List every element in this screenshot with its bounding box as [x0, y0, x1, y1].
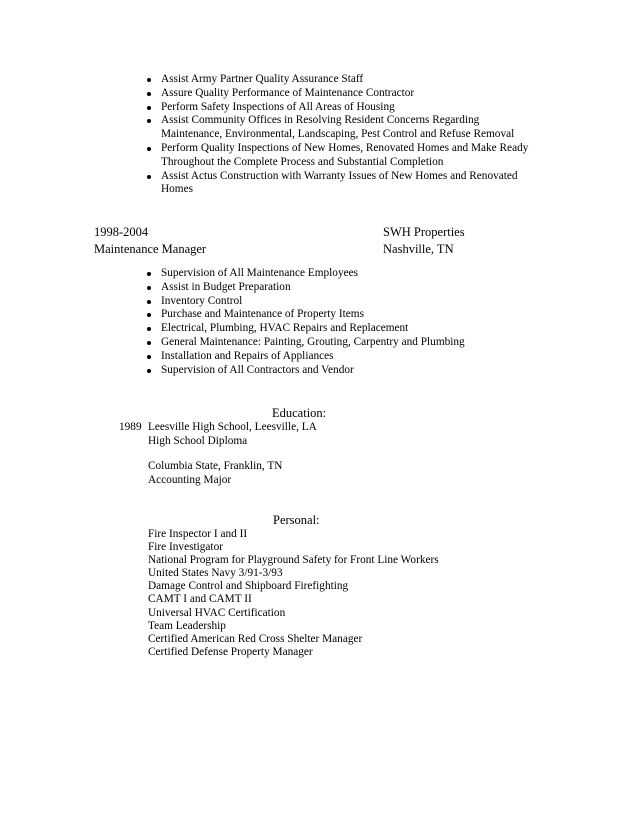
list-item: Inventory Control [147, 295, 465, 309]
list-item: National Program for Playground Safety for Front Line Workers [148, 554, 439, 567]
bullet-icon [147, 92, 151, 96]
education-degree-2: Accounting Major [148, 474, 232, 486]
education-school-1: Leesville High School, Leesville, LA [148, 421, 317, 433]
list-item: Electrical, Plumbing, HVAC Repairs and Replacement [147, 322, 465, 336]
list-item: Fire Investigator [148, 541, 223, 554]
bullet-icon [147, 369, 151, 373]
education-school-2: Columbia State, Franklin, TN [148, 460, 283, 472]
bullet-icon [147, 355, 151, 359]
list-item: Assist Community Offices in Resolving Resident Concerns Regarding Maintenance, Environmental, Landscaping, Pest Control and Refuse Removal [147, 114, 541, 142]
bullet-icon [147, 327, 151, 331]
list-item: United States Navy 3/91-3/93 [148, 567, 283, 580]
list-item: Universal HVAC Certification [148, 606, 286, 619]
list-item: Perform Safety Inspections of All Areas of Housing [147, 101, 541, 115]
bullet-icon [147, 119, 151, 123]
list-item: Assist in Budget Preparation [147, 281, 465, 295]
list-item: CAMT I and CAMT II [148, 593, 252, 606]
education-heading: Education: [272, 406, 327, 420]
previous-duties-list [147, 73, 541, 197]
job-location: Nashville, TN [383, 242, 454, 256]
personal-heading: Personal: [273, 513, 320, 527]
bullet-icon [147, 313, 151, 317]
bullet-icon [147, 341, 151, 345]
list-item: Installation and Repairs of Appliances [147, 350, 465, 364]
list-item: Perform Quality Inspections of New Homes, Renovated Homes and Make Ready Throughout the Complete Process and Substantial Completion [147, 142, 541, 170]
list-item: Fire Inspector I and II [148, 528, 248, 540]
bullet-icon [147, 286, 151, 290]
bullet-icon [147, 300, 151, 304]
manager-duties-list [147, 267, 465, 377]
bullet-icon [147, 106, 151, 110]
list-item: General Maintenance: Painting, Grouting, Carpentry and Plumbing [147, 336, 465, 350]
list-item: Team Leadership [148, 619, 226, 632]
list-item: Assure Quality Performance of Maintenance Contractor [147, 87, 541, 101]
bullet-icon [147, 272, 151, 276]
list-item: Assist Army Partner Quality Assurance Staff [147, 73, 541, 87]
job-title: Maintenance Manager [94, 242, 207, 256]
list-item: Certified Defense Property Manager [148, 645, 313, 658]
personal-list [148, 528, 439, 659]
bullet-icon [147, 78, 151, 82]
job-company: SWH Properties [383, 225, 465, 239]
list-item: Certified American Red Cross Shelter Manager [148, 632, 363, 645]
bullet-icon [147, 175, 151, 179]
list-item: Supervision of All Maintenance Employees [147, 267, 465, 281]
list-item: Supervision of All Contractors and Vendor [147, 364, 465, 378]
list-item: Assist Actus Construction with Warranty Issues of New Homes and Renovated Homes [147, 170, 541, 198]
education-year: 1989 [119, 421, 142, 433]
list-item: Damage Control and Shipboard Firefighting [148, 580, 349, 593]
bullet-icon [147, 147, 151, 151]
list-item: Purchase and Maintenance of Property Items [147, 308, 465, 322]
job-dates: 1998-2004 [94, 225, 149, 239]
education-degree-1: High School Diploma [148, 435, 248, 447]
